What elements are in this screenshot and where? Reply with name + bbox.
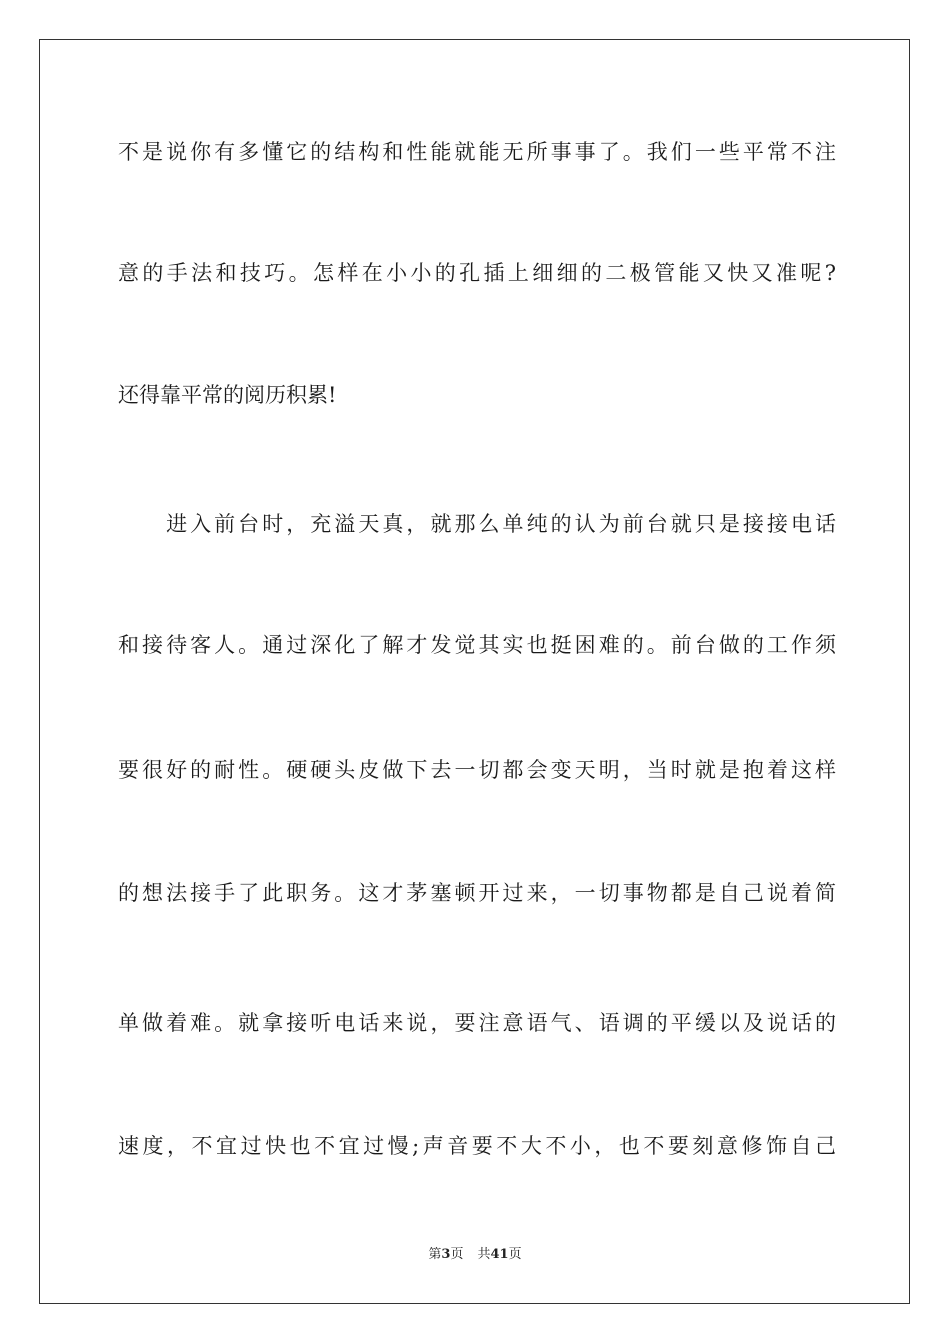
page-label-suffix: 页 — [450, 1247, 464, 1262]
page-number: 3 — [441, 1247, 451, 1262]
text-line: 和接待客人。通过深化了解才发觉其实也挺困难的。前台做的工作须 — [118, 633, 836, 657]
text-line: 速度，不宜过快也不宜过慢;声音要不大不小，也不要刻意修饰自己 — [118, 1134, 836, 1158]
text-line: 的想法接手了此职务。这才茅塞顿开过来，一切事物都是自己说着简 — [118, 881, 836, 905]
total-label-suffix: 页 — [508, 1247, 522, 1262]
total-label-prefix: 共 — [477, 1247, 491, 1262]
page-label-prefix: 第 — [428, 1247, 442, 1262]
text-line: 还得靠平常的阅历积累! — [118, 383, 337, 407]
text-line: 进入前台时，充溢天真，就那么单纯的认为前台就只是接接电话 — [118, 512, 836, 536]
page-footer — [0, 1246, 950, 1264]
text-line: 单做着难。就拿接听电话来说，要注意语气、语调的平缓以及说话的 — [118, 1011, 836, 1035]
text-line: 要很好的耐性。硬硬头皮做下去一切都会变天明，当时就是抱着这样 — [118, 758, 836, 782]
text-line: 意的手法和技巧。怎样在小小的孔插上细细的二极管能又快又准呢? — [118, 261, 836, 285]
total-pages: 41 — [490, 1247, 509, 1262]
page-frame — [39, 39, 910, 1304]
text-line: 不是说你有多懂它的结构和性能就能无所事事了。我们一些平常不注 — [118, 140, 836, 164]
